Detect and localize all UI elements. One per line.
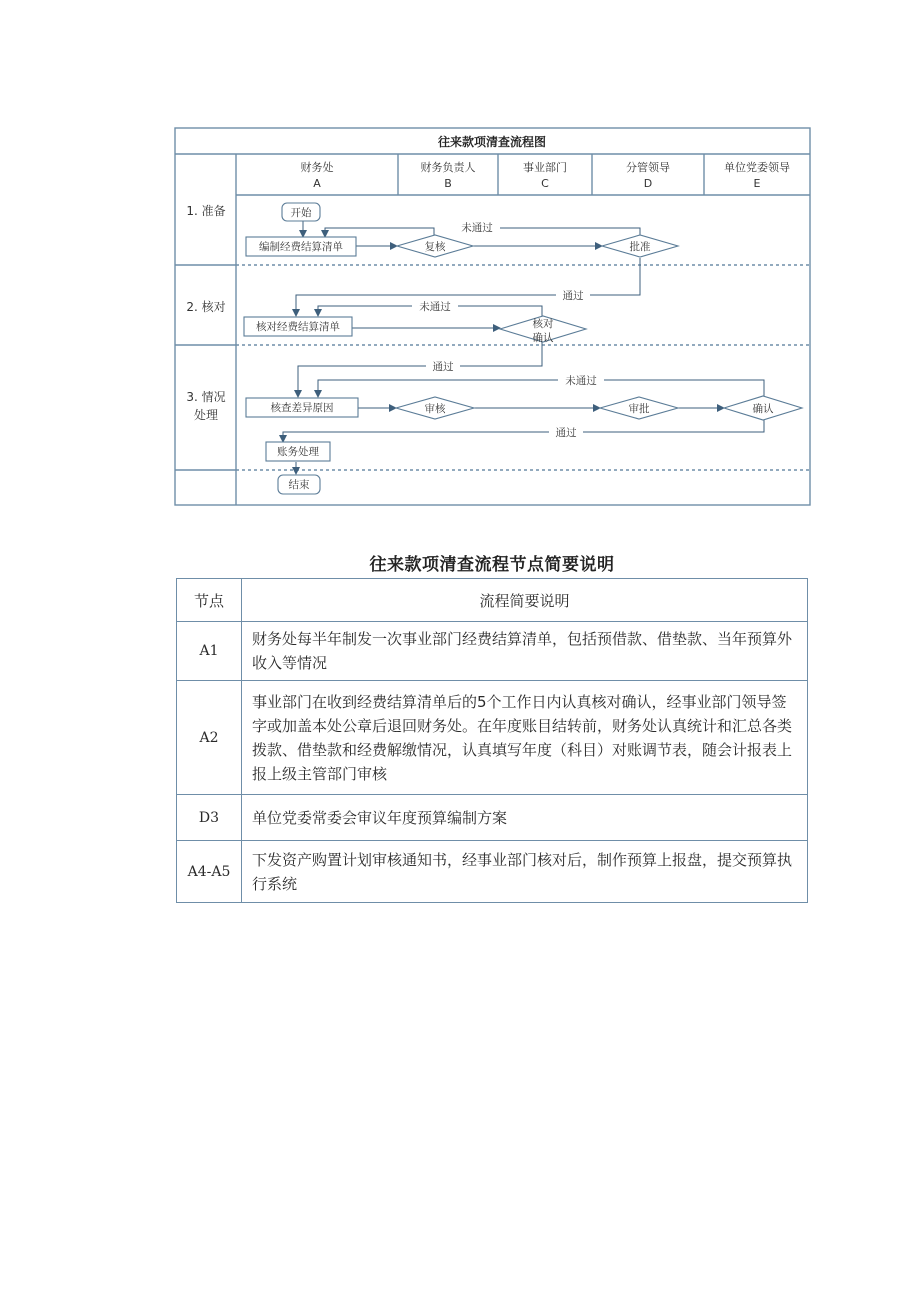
start-label: 开始	[290, 207, 312, 219]
confirm-label: 确认	[752, 403, 774, 415]
check-confirm-label-1: 核对	[532, 318, 554, 330]
flowchart-title: 往来款项清查流程图	[437, 135, 547, 149]
audit-label: 审核	[424, 403, 446, 415]
column-e-name: 单位党委领导	[724, 161, 790, 174]
edge-label-fail-3: 未通过	[565, 375, 597, 387]
table-row	[177, 681, 808, 795]
notes-table	[176, 578, 808, 903]
stage-check: 2. 核对	[186, 300, 226, 314]
notes-table-title: 往来款项清查流程节点简要说明	[369, 555, 615, 575]
column-a-code: A	[313, 177, 321, 190]
column-c-code: C	[541, 177, 549, 190]
column-e-code: E	[753, 177, 761, 190]
approve-label: 批准	[629, 241, 651, 253]
notes-header-row	[177, 579, 808, 622]
table-row	[177, 622, 808, 681]
column-b-code: B	[444, 177, 452, 190]
approve2-label: 审批	[628, 403, 650, 415]
check-confirm-label-2: 确认	[532, 332, 554, 344]
flowchart	[0, 0, 920, 520]
check-diff-label: 核查差异原因	[270, 402, 334, 414]
column-c-name: 事业部门	[523, 161, 567, 174]
edge-label-fail-1: 未通过	[461, 222, 493, 234]
accounting-label: 账务处理	[277, 446, 319, 458]
table-row	[177, 795, 808, 841]
stage-prepare: 1. 准备	[186, 204, 226, 218]
edge-label-pass-3: 通过	[555, 427, 577, 439]
check-list-label: 核对经费结算清单	[256, 321, 340, 333]
edge-label-pass-2: 通过	[432, 361, 454, 373]
row-node: A1	[177, 622, 242, 681]
row-node: A4-A5	[177, 841, 242, 903]
edge-label-pass-1: 通过	[562, 290, 584, 302]
table-row	[177, 841, 808, 903]
row-desc: 事业部门在收到经费结算清单后的5个工作日内认真核对确认，经事业部门领导签字或加盖本处公章后退回财务处。在年度账目结转前，财务处认真统计和汇总各类拨款、借垫款和经费解缴情况，认真填写年度（科目）对账调节表，随会计报表上报上级主管部门审核	[242, 681, 808, 795]
column-d-name: 分管领导	[626, 161, 670, 174]
row-desc: 财务处每半年制发一次事业部门经费结算清单，包括预借款、借垫款、当年预算外收入等情况	[242, 622, 808, 681]
stage-handle-1: 3. 情况	[186, 390, 226, 404]
column-d-code: D	[643, 177, 653, 190]
header-node: 节点	[177, 579, 242, 622]
row-node: D3	[177, 795, 242, 841]
column-a-name: 财务处	[300, 161, 334, 174]
review-label: 复核	[424, 241, 446, 253]
row-desc: 下发资产购置计划审核通知书，经事业部门核对后，制作预算上报盘，提交预算执行系统	[242, 841, 808, 903]
prepare-list-label: 编制经费结算清单	[259, 241, 343, 253]
header-desc: 流程简要说明	[242, 579, 808, 622]
stage-handle-2: 处理	[193, 408, 219, 422]
row-desc: 单位党委常委会审议年度预算编制方案	[242, 795, 808, 841]
row-node: A2	[177, 681, 242, 795]
column-b-name: 财务负责人	[420, 161, 476, 174]
edge-label-fail-2: 未通过	[419, 301, 451, 313]
end-label: 结束	[288, 479, 310, 491]
